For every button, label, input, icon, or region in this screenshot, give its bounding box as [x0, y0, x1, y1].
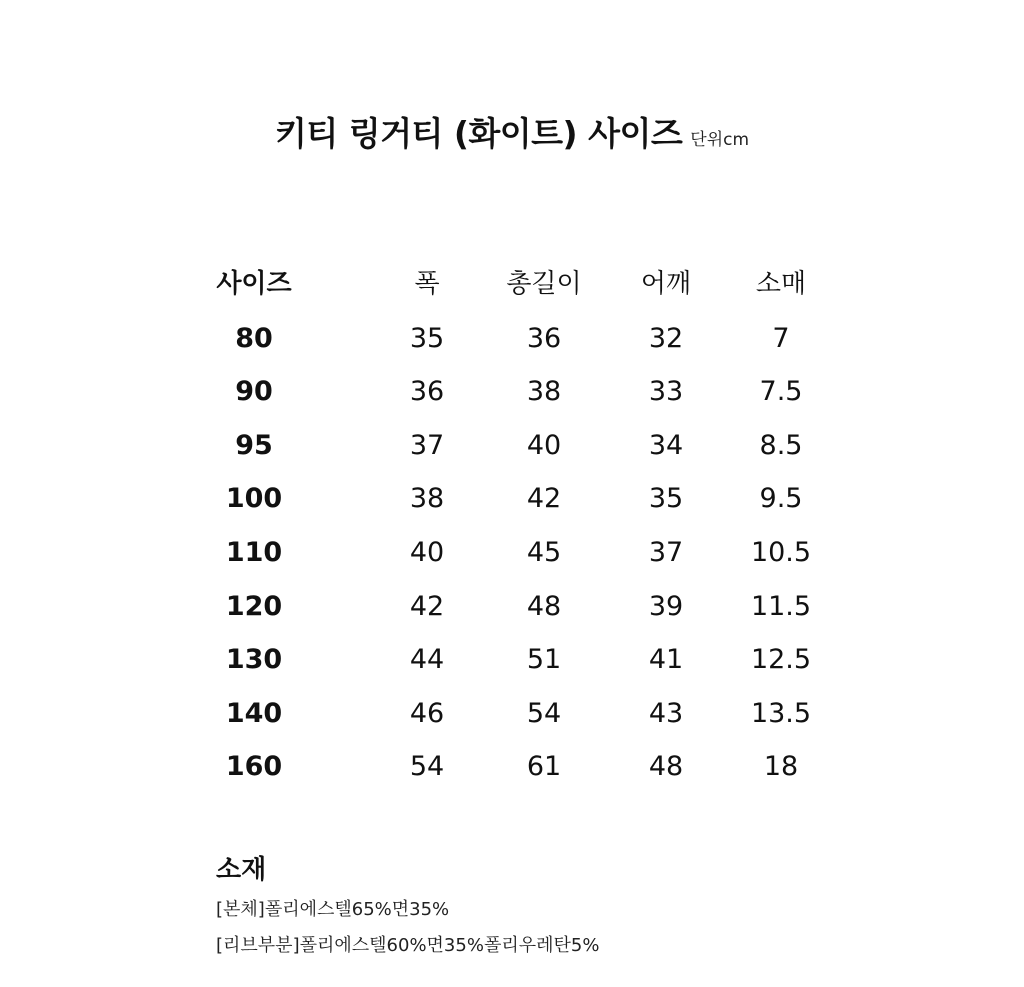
- table-row: [0, 312, 1024, 366]
- cell-shoulder: 41: [648, 644, 684, 676]
- table-row: [0, 472, 1024, 526]
- cell-size: 90: [235, 376, 273, 408]
- cell-width: 40: [409, 536, 445, 568]
- unit-label: 단위cm: [690, 130, 750, 150]
- cell-sleeve: 8.5: [759, 429, 803, 461]
- table-row: [0, 633, 1024, 687]
- cell-sleeve: 13.5: [750, 697, 812, 729]
- cell-sleeve: 12.5: [750, 644, 812, 676]
- cell-sleeve: 7.5: [759, 376, 803, 408]
- cell-width: 36: [409, 376, 445, 408]
- header-width: 폭: [414, 269, 440, 299]
- cell-total-length: 48: [526, 590, 562, 622]
- header-size: 사이즈: [216, 269, 292, 299]
- cell-width: 42: [409, 590, 445, 622]
- header-total-length: 총길이: [506, 269, 582, 299]
- product-size-title: 키티 링거티 (화이트) 사이즈: [274, 114, 683, 153]
- cell-width: 38: [409, 483, 445, 515]
- cell-width: 37: [409, 429, 445, 461]
- header-shoulder: 어깨: [640, 269, 692, 299]
- material-body-line: [본체]폴리에스텔65%면35%: [216, 899, 450, 920]
- cell-shoulder: 43: [648, 697, 684, 729]
- cell-size: 130: [225, 644, 283, 676]
- cell-shoulder: 48: [648, 751, 684, 783]
- table-row: [0, 526, 1024, 580]
- cell-size: 100: [225, 483, 283, 515]
- cell-size: 140: [225, 697, 283, 729]
- cell-sleeve: 10.5: [750, 536, 812, 568]
- cell-sleeve: 11.5: [750, 590, 812, 622]
- cell-total-length: 42: [526, 483, 562, 515]
- table-row: [0, 687, 1024, 741]
- cell-sleeve: 9.5: [759, 483, 803, 515]
- page-title: [0, 108, 1024, 155]
- cell-sleeve: 7: [772, 322, 790, 354]
- cell-total-length: 36: [526, 322, 562, 354]
- cell-total-length: 40: [526, 429, 562, 461]
- cell-size: 110: [225, 536, 283, 568]
- cell-shoulder: 32: [648, 322, 684, 354]
- cell-size: 160: [225, 751, 283, 783]
- material-section: [216, 850, 599, 964]
- table-row: [0, 419, 1024, 473]
- size-table: [0, 258, 1024, 794]
- cell-shoulder: 34: [648, 429, 684, 461]
- cell-shoulder: 35: [648, 483, 684, 515]
- material-rib-line: [리브부분]폴리에스텔60%면35%폴리우레탄5%: [216, 935, 600, 956]
- table-row: [0, 365, 1024, 419]
- cell-total-length: 51: [526, 644, 562, 676]
- material-heading: 소재: [216, 855, 267, 885]
- cell-size: 120: [225, 590, 283, 622]
- cell-total-length: 38: [526, 376, 562, 408]
- cell-total-length: 54: [526, 697, 562, 729]
- cell-shoulder: 37: [648, 536, 684, 568]
- cell-total-length: 61: [526, 751, 562, 783]
- cell-size: 95: [235, 429, 273, 461]
- cell-width: 44: [409, 644, 445, 676]
- cell-sleeve: 18: [763, 751, 799, 783]
- cell-width: 35: [409, 322, 445, 354]
- table-row: [0, 580, 1024, 634]
- cell-shoulder: 39: [648, 590, 684, 622]
- cell-size: 80: [235, 322, 273, 354]
- table-header-row: [0, 258, 1024, 312]
- cell-total-length: 45: [526, 536, 562, 568]
- header-sleeve: 소매: [755, 269, 807, 299]
- table-row: [0, 740, 1024, 794]
- cell-width: 54: [409, 751, 445, 783]
- cell-shoulder: 33: [648, 376, 684, 408]
- cell-width: 46: [409, 697, 445, 729]
